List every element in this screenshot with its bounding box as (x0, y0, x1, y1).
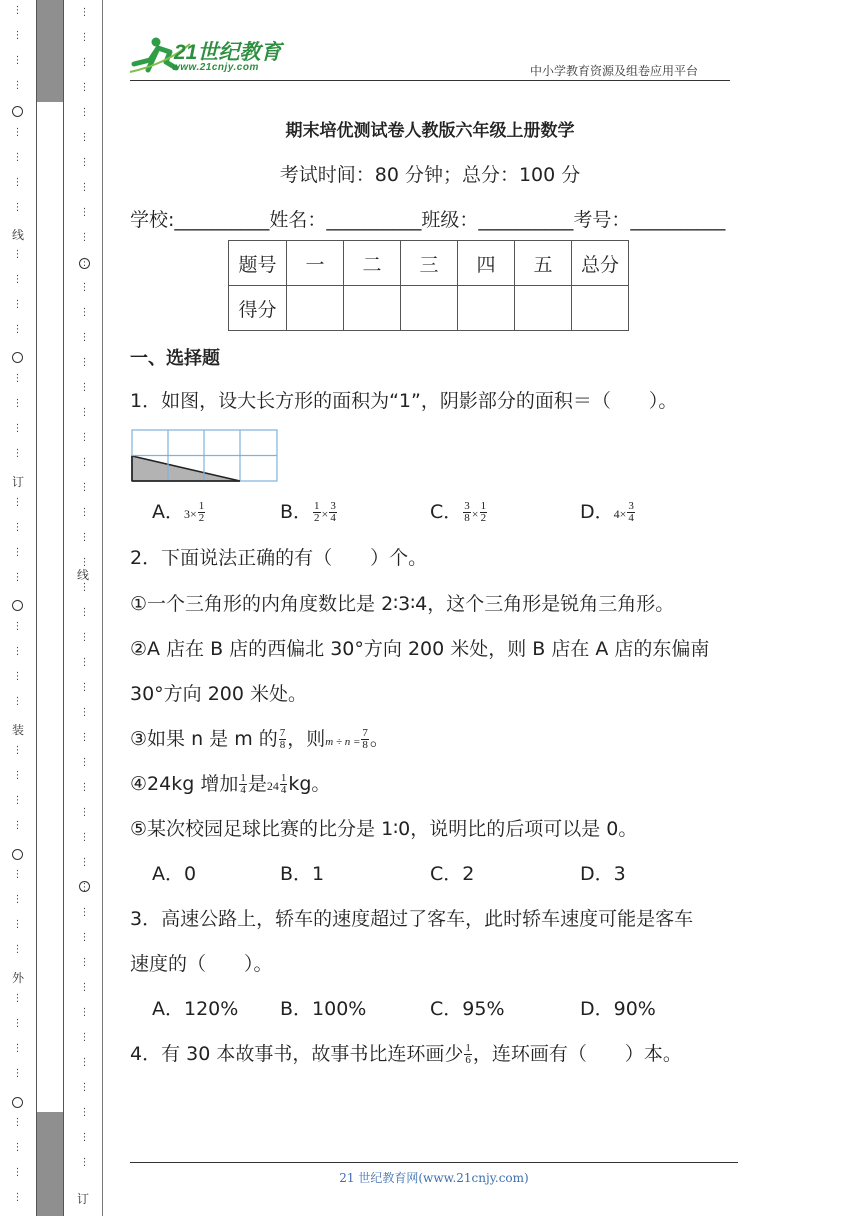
score-cell[interactable] (344, 286, 401, 331)
dotted-cut-line: ⋮ (79, 282, 89, 293)
dotted-cut-line: ⋮ (79, 832, 89, 843)
dotted-cut-line: ⋮ (79, 757, 89, 768)
dotted-cut-line: ⋮ (12, 820, 22, 831)
section-heading: 一、选择题 (130, 348, 220, 369)
footer-rule (130, 1162, 738, 1163)
dotted-cut-line: ⋮ (79, 682, 89, 693)
dotted-cut-line: ⋮ (79, 157, 89, 168)
dotted-cut-line: ⋮ (79, 257, 89, 268)
statement-2a: ②A 店在 B 店的西偏北 30°方向 200 米处，则 B 店在 A 店的东偏南 (130, 638, 710, 660)
dotted-cut-line: ⋮ (12, 547, 22, 558)
dotted-cut-line: ⋮ (79, 457, 89, 468)
fraction: $\frac{1}{2}$ (480, 500, 487, 524)
dotted-cut-line: ⋮ (12, 152, 22, 163)
circle-mark (12, 106, 23, 117)
dotted-cut-line: ⋮ (79, 32, 89, 43)
question-4-text: 4．有 30 本故事书，故事书比连环画少 $\frac{1}{6}$ ，连环画有（ ）本。 (130, 1042, 682, 1066)
dotted-cut-line: ⋮ (12, 993, 22, 1004)
dotted-cut-line: ⋮ (79, 107, 89, 118)
q1-option-b[interactable]: B． $\frac{1}{2}$ × $\frac{3}{4}$ (280, 500, 336, 524)
dotted-cut-line: ⋮ (12, 373, 22, 384)
dotted-cut-line: ⋮ (79, 432, 89, 443)
dotted-cut-line: ⋮ (79, 557, 89, 568)
dotted-cut-line: ⋮ (12, 919, 22, 930)
dotted-cut-line: ⋮ (79, 1007, 89, 1018)
dotted-cut-line: ⋮ (79, 357, 89, 368)
dotted-cut-line: ⋮ (79, 57, 89, 68)
question-3-text-b: 速度的（ ）。 (130, 953, 273, 975)
dotted-cut-line: ⋮ (12, 522, 22, 533)
dotted-cut-line: ⋮ (79, 7, 89, 18)
dotted-cut-line: ⋮ (79, 1132, 89, 1143)
q3-option-c[interactable]: C．95% (430, 998, 505, 1020)
q1-option-c[interactable]: C． $\frac{3}{8}$ × $\frac{1}{2}$ (430, 500, 487, 524)
circle-mark (12, 600, 23, 611)
margin-label-wai: 外 (11, 971, 24, 985)
dotted-cut-line: ⋮ (12, 944, 22, 955)
dotted-cut-line: ⋮ (12, 1068, 22, 1079)
rectangle-figure (130, 428, 280, 484)
dotted-cut-line: ⋮ (79, 507, 89, 518)
score-cell[interactable] (572, 286, 629, 331)
dotted-cut-line: ⋮ (12, 671, 22, 682)
dotted-cut-line: ⋮ (12, 795, 22, 806)
q3-option-b[interactable]: B．100% (280, 998, 367, 1020)
page-title: 期末培优测试卷人教版六年级上册数学 (285, 121, 575, 141)
platform-name: 中小学教育资源及组卷应用平台 (530, 64, 699, 78)
statement-5: ⑤某次校园足球比赛的比分是 1∶0，说明比的后项可以是 0。 (130, 818, 638, 840)
dotted-cut-line: ⋮ (79, 182, 89, 193)
score-table-header-row (229, 241, 629, 286)
dotted-cut-line: ⋮ (12, 1192, 22, 1203)
dotted-cut-line: ⋮ (12, 127, 22, 138)
dotted-cut-line: ⋮ (12, 423, 22, 434)
circle-mark (12, 352, 23, 363)
dotted-cut-line: ⋮ (12, 497, 22, 508)
dotted-cut-line: ⋮ (12, 1142, 22, 1153)
dotted-cut-line: ⋮ (79, 1157, 89, 1168)
margin-border-3 (102, 0, 103, 1216)
dotted-cut-line: ⋮ (79, 307, 89, 318)
dotted-cut-line: ⋮ (12, 621, 22, 632)
margin-label-xian: 线 (11, 228, 24, 242)
margin-border-1 (36, 0, 37, 1216)
score-cell[interactable] (287, 286, 344, 331)
question-2-text: 2．下面说法正确的有（ ）个。 (130, 547, 428, 569)
dotted-cut-line: ⋮ (79, 657, 89, 668)
dotted-cut-line: ⋮ (12, 572, 22, 583)
statement-2b: 30°方向 200 米处。 (130, 683, 308, 705)
margin-gray-bottom (37, 1112, 63, 1216)
score-table (228, 240, 629, 331)
dotted-cut-line: ⋮ (12, 249, 22, 260)
dotted-cut-line: ⋮ (79, 882, 89, 893)
dotted-cut-line: ⋮ (79, 1107, 89, 1118)
dotted-cut-line: ⋮ (79, 582, 89, 593)
margin-label-zhuang: 装 (11, 723, 24, 737)
dotted-cut-line: ⋮ (12, 894, 22, 905)
dotted-cut-line: ⋮ (79, 1032, 89, 1043)
dotted-cut-line: ⋮ (79, 632, 89, 643)
fraction: $\frac{1}{2}$ (314, 500, 320, 524)
circle-mark (12, 1097, 23, 1108)
score-header-cell: 四 (458, 241, 515, 286)
dotted-cut-line: ⋮ (12, 55, 22, 66)
dotted-cut-line: ⋮ (12, 869, 22, 880)
circle-mark (12, 849, 23, 860)
dotted-cut-line: ⋮ (79, 407, 89, 418)
statement-4: ④24kg 增加 $\frac{1}{4}$ 是24 $\frac{1}{4}$ kg。 (130, 772, 331, 796)
dotted-cut-line: ⋮ (79, 982, 89, 993)
score-header-cell: 五 (515, 241, 572, 286)
score-cell[interactable] (515, 286, 572, 331)
dotted-cut-line: ⋮ (79, 232, 89, 243)
score-header-cell: 总分 (572, 241, 629, 286)
dotted-cut-line: ⋮ (79, 1082, 89, 1093)
q2-option-d[interactable]: D．3 (580, 863, 626, 885)
q1-option-d[interactable]: D．4× $\frac{3}{4}$ (580, 500, 634, 524)
fraction: $\frac{1}{2}$ (198, 500, 205, 524)
question-1-text: 1．如图，设大长方形的面积为“1”，阴影部分的面积＝（ ）。 (130, 390, 678, 412)
margin-gray-top (37, 0, 63, 102)
score-table-score-row (229, 286, 629, 331)
fraction: $\frac{3}{8}$ (464, 500, 470, 524)
fraction: $\frac{1}{4}$ (240, 772, 246, 796)
dotted-cut-line: ⋮ (79, 207, 89, 218)
dotted-cut-line: ⋮ (79, 732, 89, 743)
q2-option-c[interactable]: C．2 (430, 863, 475, 885)
logo-text: 21世纪教育 (174, 41, 282, 64)
logo-url: www.21cnjy.com (172, 62, 259, 73)
margin-label-ding: 订 (11, 475, 24, 489)
score-header-cell: 二 (344, 241, 401, 286)
statement-1: ①一个三角形的内角度数比是 2∶3∶4，这个三角形是锐角三角形。 (130, 593, 675, 615)
dotted-cut-line: ⋮ (12, 299, 22, 310)
fraction: $\frac{3}{4}$ (628, 500, 634, 524)
dotted-cut-line: ⋮ (79, 857, 89, 868)
dotted-cut-line: ⋮ (79, 382, 89, 393)
dotted-cut-line: ⋮ (79, 932, 89, 943)
dotted-cut-line: ⋮ (12, 1043, 22, 1054)
dotted-cut-line: ⋮ (12, 177, 22, 188)
dotted-cut-line: ⋮ (12, 696, 22, 707)
fraction: $\frac{1}{6}$ (465, 1042, 471, 1066)
margin-label-xian-inner: 线 (76, 568, 89, 582)
margin-border-2 (63, 0, 64, 1216)
dotted-cut-line: ⋮ (12, 745, 22, 756)
dotted-cut-line: ⋮ (12, 1167, 22, 1178)
score-cell[interactable] (401, 286, 458, 331)
fraction: $\frac{1}{4}$ (280, 772, 287, 796)
score-cell[interactable] (458, 286, 515, 331)
dotted-cut-line: ⋮ (79, 957, 89, 968)
q1-option-a[interactable]: A．3× $\frac{1}{2}$ (152, 500, 205, 524)
dotted-cut-line: ⋮ (12, 448, 22, 459)
statement-3: ③如果 n 是 m 的 $\frac{7}{8}$ ，则m ÷ n = $\frac{7}{8}$ 。 (130, 727, 389, 751)
page-subtitle: 考试时间：80 分钟；总分：100 分 (279, 164, 581, 186)
fraction: $\frac{3}{4}$ (330, 500, 336, 524)
dotted-cut-line: ⋮ (12, 5, 22, 16)
dotted-cut-line: ⋮ (79, 807, 89, 818)
q3-option-d[interactable]: D．90% (580, 998, 656, 1020)
dotted-cut-line: ⋮ (12, 80, 22, 91)
score-header-cell: 三 (401, 241, 458, 286)
dotted-cut-line: ⋮ (12, 274, 22, 285)
student-info-line: 学校:__________姓名：__________班级：__________考号：__________ (130, 209, 726, 231)
dotted-cut-line: ⋮ (12, 398, 22, 409)
footer-text: 21 世纪教育网(www.21cnjy.com) (339, 1171, 529, 1185)
site-logo (126, 34, 296, 78)
dotted-cut-line: ⋮ (79, 1057, 89, 1068)
q3-option-a[interactable]: A．120% (152, 998, 239, 1020)
score-header-cell: 题号 (229, 241, 287, 286)
dotted-cut-line: ⋮ (12, 770, 22, 781)
dotted-cut-line: ⋮ (79, 782, 89, 793)
score-row-label: 得分 (229, 286, 287, 331)
dotted-cut-line: ⋮ (79, 482, 89, 493)
dotted-cut-line: ⋮ (12, 30, 22, 41)
dotted-cut-line: ⋮ (12, 1117, 22, 1128)
q2-option-b[interactable]: B．1 (280, 863, 325, 885)
dotted-cut-line: ⋮ (79, 132, 89, 143)
dotted-cut-line: ⋮ (79, 707, 89, 718)
header-rule (130, 80, 730, 81)
dotted-cut-line: ⋮ (79, 907, 89, 918)
score-header-cell: 一 (287, 241, 344, 286)
dotted-cut-line: ⋮ (12, 646, 22, 657)
margin-label-ding-inner: 订 (76, 1192, 89, 1206)
question-3-text-a: 3．高速公路上，轿车的速度超过了客车，此时轿车速度可能是客车 (130, 908, 694, 930)
fraction: $\frac{7}{8}$ (279, 727, 286, 751)
dotted-cut-line: ⋮ (79, 607, 89, 618)
fraction: $\frac{7}{8}$ (362, 727, 368, 751)
dotted-cut-line: ⋮ (12, 202, 22, 213)
dotted-cut-line: ⋮ (79, 532, 89, 543)
dotted-cut-line: ⋮ (79, 332, 89, 343)
dotted-cut-line: ⋮ (12, 1018, 22, 1029)
q2-option-a[interactable]: A．0 (152, 863, 197, 885)
dotted-cut-line: ⋮ (12, 324, 22, 335)
dotted-cut-line: ⋮ (79, 82, 89, 93)
